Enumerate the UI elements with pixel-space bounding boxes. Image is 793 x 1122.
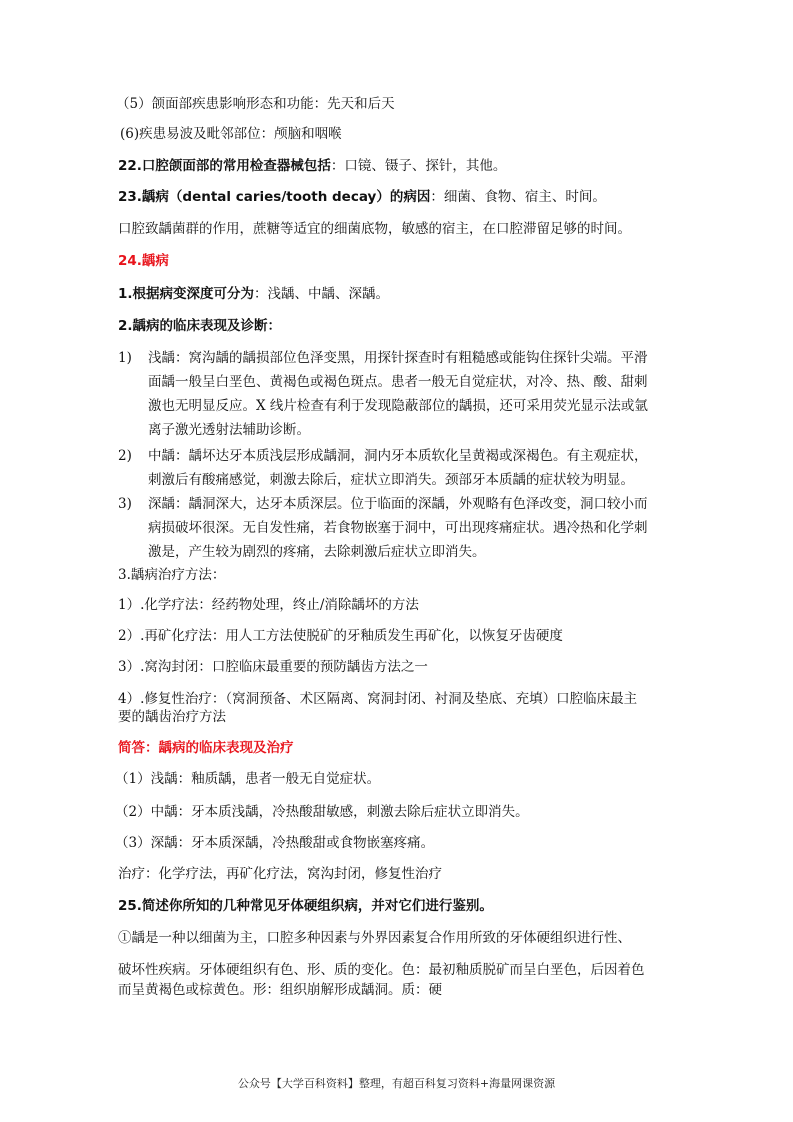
question-answer: ：细菌、食物、宿主、时间。 bbox=[430, 189, 606, 205]
treatment-item: 1）.化学疗法：经药物处理，终止/消除龋坏的方法 bbox=[118, 597, 419, 613]
list-item-line: 面龋一般呈白垩色、黄褐色或褐色斑点。患者一般无自觉症状，对冷、热、酸、甜刺 bbox=[148, 374, 648, 390]
question-25-title: 25.简述你所知的几种常见牙体硬组织病，并对它们进行鉴别。 bbox=[118, 898, 493, 914]
subsection-title: 2.龋病的临床表现及诊断： bbox=[118, 318, 282, 334]
list-item-line: 深龋：龋洞深大，达牙本质深层。位于临面的深龋，外观略有色泽改变，洞口较小而 bbox=[148, 496, 648, 512]
subsection-title: 3.龋病治疗方法： bbox=[118, 567, 226, 583]
list-number: 1) bbox=[118, 350, 132, 366]
short-answer-item: （2）中龋：牙本质浅龋，冷热酸甜敏感，刺激去除后症状立即消失。 bbox=[115, 804, 529, 820]
list-number: 3) bbox=[118, 496, 132, 512]
list-item-line: 中龋：龋坏达牙本质浅层形成龋洞，洞内牙本质软化呈黄褐或深褐色。有主观症状， bbox=[148, 448, 648, 464]
list-item-line: 病损破坏很深。无自发性痛，若食物嵌塞于洞中，可出现疼痛症状。遇冷热和化学刺 bbox=[148, 520, 648, 536]
list-item-line: 激也无明显反应。X 线片检查有利于发现隐蔽部位的龋损，还可采用荧光显示法或氩 bbox=[148, 398, 648, 414]
short-answer-heading: 简答：龋病的临床表现及治疗 bbox=[118, 740, 294, 756]
text-line: 破坏性疾病。牙体硬组织有色、形、质的变化。色：最初釉质脱矿而呈白垩色，后因着色 bbox=[118, 962, 645, 978]
page-footer: 公众号【大学百科资料】整理，有超百科复习资料+海量网课资源 bbox=[237, 1077, 556, 1090]
treatment-item-cont: 要的龋齿治疗方法 bbox=[118, 709, 226, 725]
subsection-1 bbox=[118, 285, 389, 303]
list-number: 2) bbox=[118, 448, 132, 464]
list-item-line: 刺激后有酸痛感觉，刺激去除后，症状立即消失。颈部牙本质龋的症状较为明显。 bbox=[148, 472, 634, 488]
question-title: 23.龋病（dental caries/tooth decay）的病因 bbox=[118, 189, 431, 205]
question-22 bbox=[118, 157, 506, 175]
subsection-title: 1.根据病变深度可分为 bbox=[118, 286, 255, 302]
text-line: 而呈黄褐色或棕黄色。形：组织崩解形成龋洞。质：硬 bbox=[118, 982, 442, 998]
short-answer-item: （1）浅龋：釉质龋，患者一般无自觉症状。 bbox=[115, 771, 381, 787]
list-item-line: 激是，产生较为剧烈的疼痛，去除刺激后症状立即消失。 bbox=[148, 544, 486, 560]
text-line: （5）颌面部疾患影响形态和功能：先天和后天 bbox=[116, 96, 395, 112]
short-answer-item: （3）深龋：牙本质深龋，冷热酸甜或食物嵌塞疼痛。 bbox=[115, 835, 435, 851]
list-item-line: 浅龋：窝沟龋的龋损部位色泽变黑，用探针探查时有粗糙感或能钩住探针尖端。平滑 bbox=[148, 350, 648, 366]
treatment-item: 4）.修复性治疗：（窝洞预备、术区隔离、窝洞封闭、衬洞及垫底、充填）口腔临床最主 bbox=[118, 691, 638, 707]
question-title: 22.口腔颌面部的常用检查器械包括 bbox=[118, 158, 331, 174]
short-answer-treatment: 治疗：化学疗法，再矿化疗法，窝沟封闭，修复性治疗 bbox=[118, 866, 442, 882]
question-answer: ：口镜、镊子、探针，其他。 bbox=[330, 158, 507, 174]
text-line: (6)疾患易波及毗邻部位：颅脑和咽喉 bbox=[120, 126, 342, 142]
text-line: ①龋是一种以细菌为主，口腔多种因素与外界因素复合作用所致的牙体硬组织进行性、 bbox=[118, 930, 631, 946]
list-item-line: 离子激光透射法辅助诊断。 bbox=[148, 422, 310, 438]
subsection-answer: ：浅龋、中龋、深龋。 bbox=[254, 286, 390, 302]
text-line: 口腔致龋菌群的作用，蔗糖等适宜的细菌底物，敏感的宿主，在口腔滞留足够的时间。 bbox=[118, 221, 631, 237]
treatment-item: 2）.再矿化疗法：用人工方法使脱矿的牙釉质发生再矿化，以恢复牙齿硬度 bbox=[118, 628, 563, 644]
section-heading: 24.龋病 bbox=[118, 253, 169, 269]
question-23 bbox=[118, 188, 606, 206]
treatment-item: 3）.窝沟封闭：口腔临床最重要的预防龋齿方法之一 bbox=[118, 659, 428, 675]
